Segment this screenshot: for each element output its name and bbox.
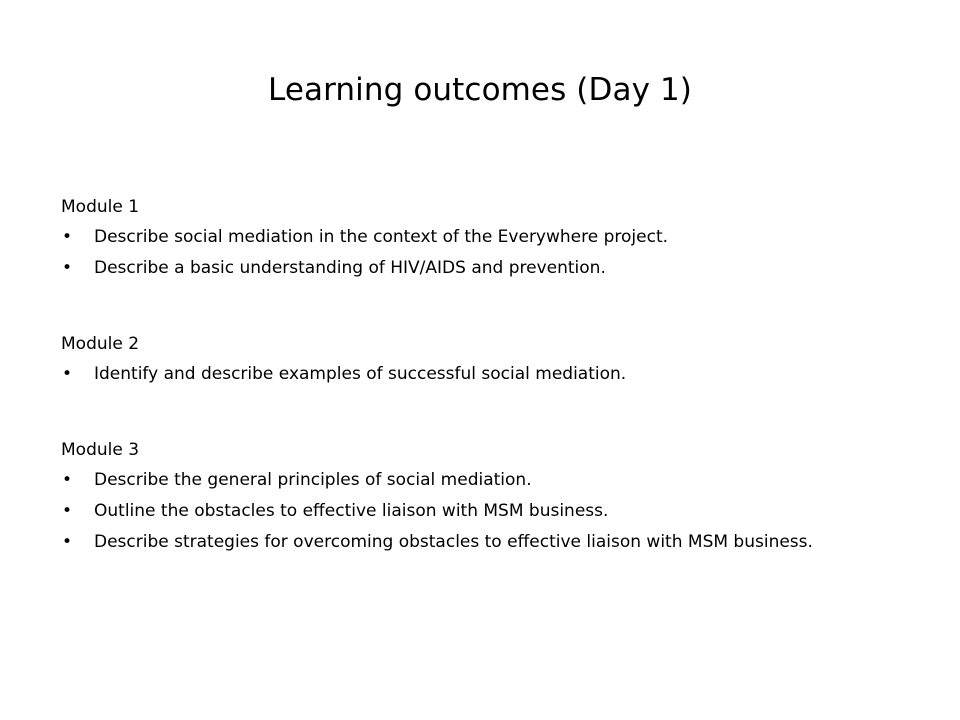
slide-content (61, 196, 861, 607)
bullet-list (61, 226, 861, 279)
bullet-item: • Describe strategies for overcoming obstacles to effective liaison with MSM business. (61, 531, 861, 553)
module-3-section (61, 439, 861, 553)
bullet-list (61, 363, 861, 385)
bullet-item: • Describe the general principles of social mediation. (61, 469, 861, 491)
module-heading: Module 2 (61, 334, 140, 354)
module-1-section (61, 196, 861, 279)
bullet-item: • Describe social mediation in the context of the Everywhere project. (61, 226, 861, 248)
bullet-item: • Outline the obstacles to effective liaison with MSM business. (61, 500, 861, 522)
module-heading: Module 3 (61, 440, 140, 460)
module-2-section (61, 333, 861, 385)
module-heading: Module 1 (61, 197, 140, 217)
slide-title: Learning outcomes (Day 1) (268, 72, 692, 108)
bullet-list (61, 469, 861, 553)
bullet-item: • Describe a basic understanding of HIV/AIDS and prevention. (61, 257, 861, 279)
bullet-item: • Identify and describe examples of successful social mediation. (61, 363, 861, 385)
